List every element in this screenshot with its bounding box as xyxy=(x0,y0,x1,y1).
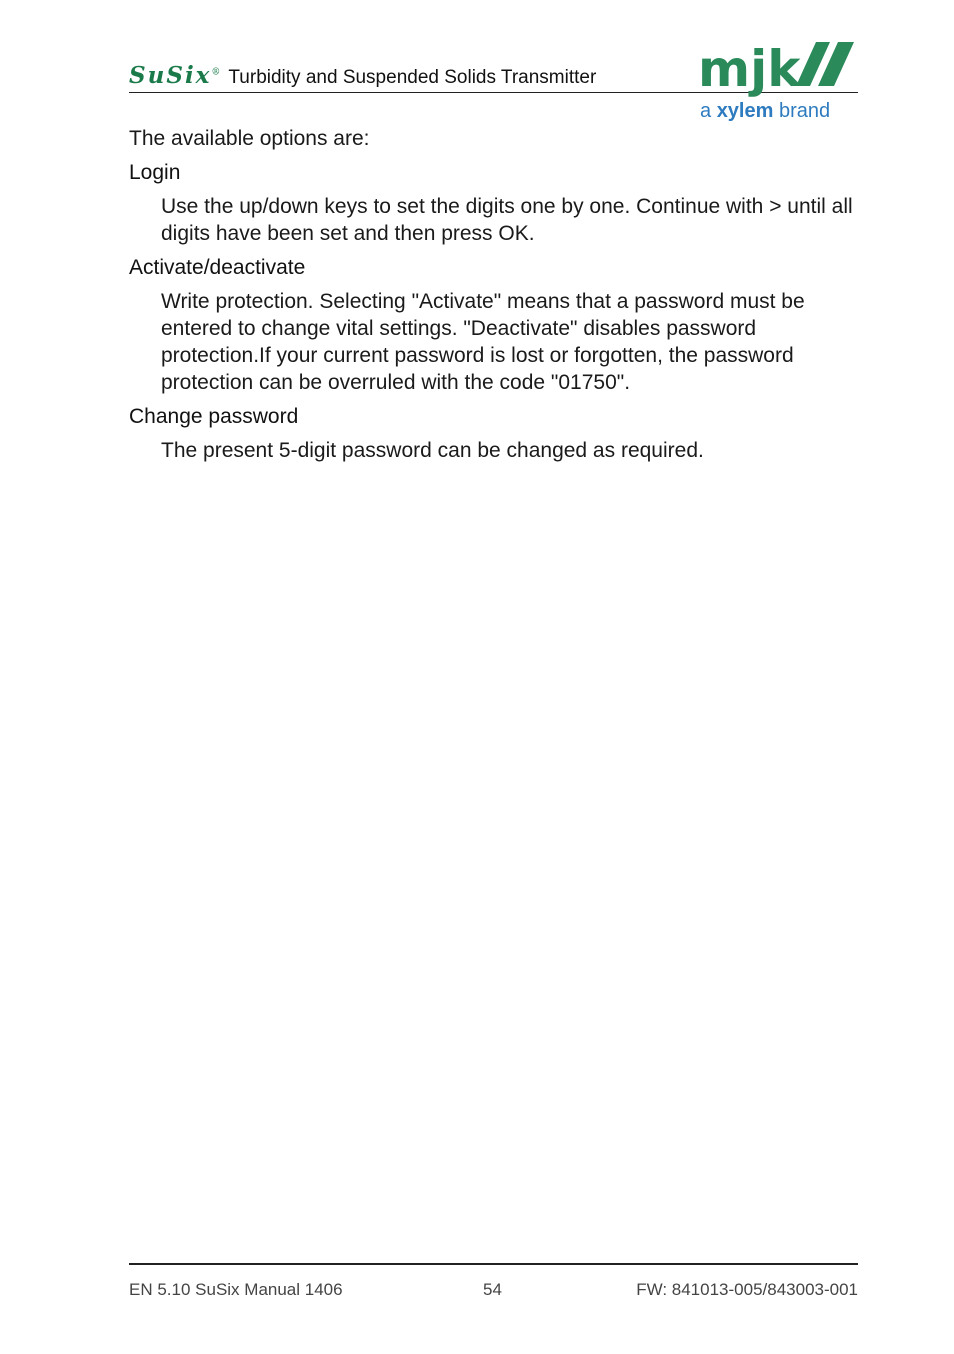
intro-text: The available options are: xyxy=(129,127,370,150)
section-body: Write protection. Selecting "Activate" means that a password must be entered to change vital settings. "Deactivate" disables password protection.If your current password is lost or forgotten, the password protection can be overruled with the code "01750". xyxy=(161,290,805,394)
page-header xyxy=(129,40,858,130)
product-name: SuSix xyxy=(129,62,212,89)
product-logo xyxy=(129,62,222,89)
page-number: 54 xyxy=(483,1280,502,1299)
section-title: Login xyxy=(129,161,181,184)
section-activate-deactivate xyxy=(129,254,859,396)
section-title: Change password xyxy=(129,405,299,428)
section-change-password xyxy=(129,403,859,464)
mjk-logo-mark-icon xyxy=(698,40,858,98)
footer-firmware: FW: 841013-005/843003-001 xyxy=(636,1280,858,1299)
section-body: The present 5-digit password can be changed as required. xyxy=(161,439,704,462)
registered-mark: ® xyxy=(211,67,223,78)
document-title: Turbidity and Suspended Solids Transmitter xyxy=(228,67,597,88)
page-footer xyxy=(129,1280,858,1304)
tagline-prefix: a xyxy=(700,100,712,122)
footer-manual-id: EN 5.10 SuSix Manual 1406 xyxy=(129,1280,343,1299)
section-login xyxy=(129,159,859,247)
logo-text: mjk xyxy=(698,40,801,98)
tagline-suffix: brand xyxy=(778,100,831,122)
footer-divider xyxy=(129,1263,858,1265)
brand-line xyxy=(129,62,596,89)
section-body: Use the up/down keys to set the digits one by one. Continue with > until all digits have been set and then press OK. xyxy=(161,195,853,245)
mjk-logo xyxy=(698,40,858,126)
section-title: Activate/deactivate xyxy=(129,256,306,279)
tagline-brand: xylem xyxy=(716,100,774,122)
tagline xyxy=(700,100,830,123)
page-content xyxy=(129,125,859,464)
